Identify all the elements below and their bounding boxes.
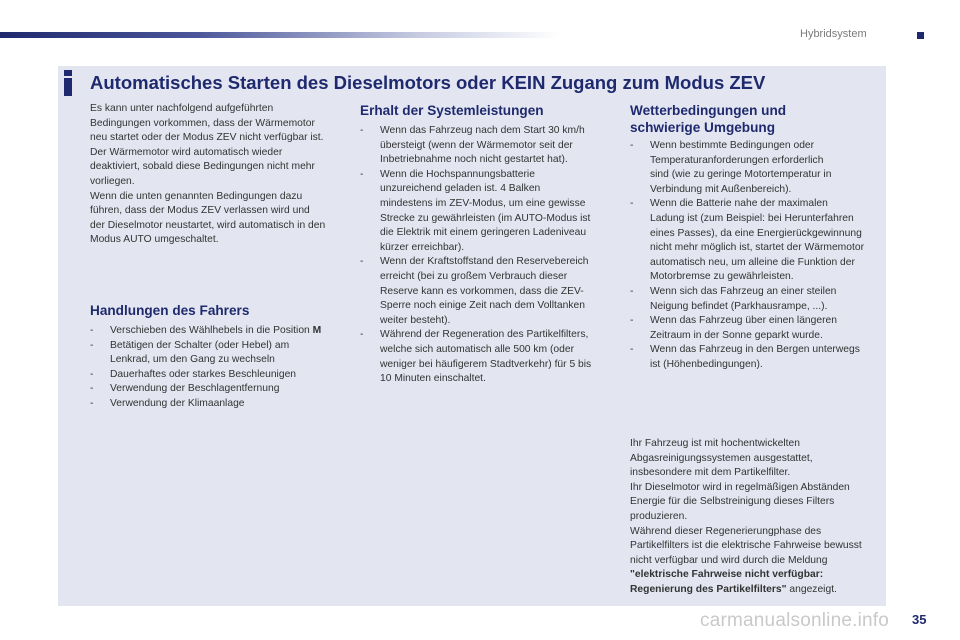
intro-line: neu startet oder der Modus ZEV nicht verfügbar ist.	[90, 132, 324, 144]
list-item: - Dauerhaftes oder starkes Beschleunigen	[90, 368, 350, 383]
note-message: "elektrische Fahrweise nicht verfügbar:	[630, 569, 824, 581]
list-item: - Wenn sich das Fahrzeug an einer steilen Neigung befindet (Parkhausrampe, ...).	[630, 285, 882, 314]
intro-paragraph	[90, 102, 350, 248]
erhalt-heading: Erhalt der Systemleistungen	[360, 103, 544, 118]
intro-line: deaktiviert, sobald diese Bedingungen nicht mehr	[90, 161, 315, 173]
list-item: - Betätigen der Schalter (oder Hebel) am Lenkrad, um den Gang zu wechseln	[90, 339, 350, 368]
note-message: Regenierung des Partikelfilters"	[630, 583, 787, 595]
handlungen-heading: Handlungen des Fahrers	[90, 303, 250, 318]
list-item: - Wenn die Batterie nahe der maximalen Ladung ist (zum Beispiel: bei Herunterfahren eines Passes), da eine Energierückgewinnung nicht mehr möglich ist, startet der Wärmemotor automatisch neu, um alleine die Funktion der Motorbremse zu gewährleisten.	[630, 197, 882, 285]
page-title: Automatisches Starten des Dieselmotors oder KEIN Zugang zum Modus ZEV	[90, 72, 766, 93]
section-title: Hybridsystem	[800, 28, 867, 40]
header-gradient-bar	[0, 32, 560, 38]
list-item: - Verwendung der Beschlagentfernung	[90, 382, 350, 397]
watermark: carmanualsonline.info	[700, 610, 890, 631]
intro-line: Der Wärmemotor wird automatisch wieder	[90, 146, 283, 158]
intro-line: Modus AUTO umgeschaltet.	[90, 234, 219, 246]
wetter-heading: Wetterbedingungen und schwierige Umgebung	[630, 103, 787, 135]
intro-line: Wenn die unten genannten Bedingungen dazu	[90, 190, 303, 202]
list-item: - Während der Regeneration des Partikelfilters, welche sich automatisch alle 500 km (oder weniger bei häufigerem Stadtverkehr) für 5 bis 10 Minuten einschaltet.	[360, 328, 620, 386]
wetter-list	[630, 139, 882, 373]
list-item: - Wenn das Fahrzeug in den Bergen unterwegs ist (Höhenbedingungen).	[630, 343, 882, 372]
note-paragraph: Ihr Fahrzeug ist mit hochentwickelten Abgasreinigungssystemen ausgestattet, insbesondere mit dem Partikelfilter. Ihr Dieselmotor wird in regelmäßigen Abständen Energie für die Selbstreinigung dieses Filters produzieren. Während dieser Regenerierungphase des Partikelfilters ist die elektrische Fahrweise bewusst nicht verfügbar und wird durch die Meldung "elektrische Fahrweise nicht verfügbar: Regenierung des Partikelfilters" angezeigt.	[630, 437, 882, 598]
header-corner-square	[917, 32, 924, 39]
list-item: - Verschieben des Wählhebels in die Position M	[90, 324, 350, 339]
intro-line: der Dieselmotor neustartet, wird automatisch in den	[90, 219, 326, 231]
page-number: 35	[912, 612, 927, 627]
list-item: - Wenn bestimmte Bedingungen oder Temperaturanforderungen erforderlich sind (wie zu geringe Motortemperatur in Verbindung mit Außenbereich).	[630, 139, 882, 197]
list-item: - Verwendung der Klimaanlage	[90, 397, 350, 412]
intro-line: Es kann unter nachfolgend aufgeführten	[90, 103, 274, 114]
handlungen-list	[90, 324, 350, 412]
erhalt-list	[360, 124, 620, 387]
list-item: - Wenn das Fahrzeug nach dem Start 30 km/h übersteigt (wenn der Wärmemotor seit der Inbetriebnahme noch nicht gestartet hat).	[360, 124, 620, 168]
list-item: - Wenn das Fahrzeug über einen längeren Zeitraum in der Sonne geparkt wurde.	[630, 314, 882, 343]
list-item: - Wenn die Hochspannungsbatterie unzureichend geladen ist. 4 Balken mindestens im ZEV-Modus, um eine gewisse Strecke zu gewährleisten (im AUTO-Modus ist die Elektrik mit einem geringeren Ladeniveau kürzer erreichbar).	[360, 168, 620, 256]
list-item: - Wenn der Kraftstoffstand den Reservebereich erreicht (bei zu großem Verbrauch dieser Reserve kann es vorkommen, dass die ZEV- Sperre noch einige Zeit nach dem Volltanken weiter besteht).	[360, 255, 620, 328]
intro-line: Bedingungen vorkommen, dass der Wärmemotor	[90, 117, 315, 129]
intro-line: führen, dass der Modus ZEV verlassen wird und	[90, 205, 310, 217]
info-icon	[61, 70, 75, 96]
intro-line: vorliegen.	[90, 175, 135, 187]
